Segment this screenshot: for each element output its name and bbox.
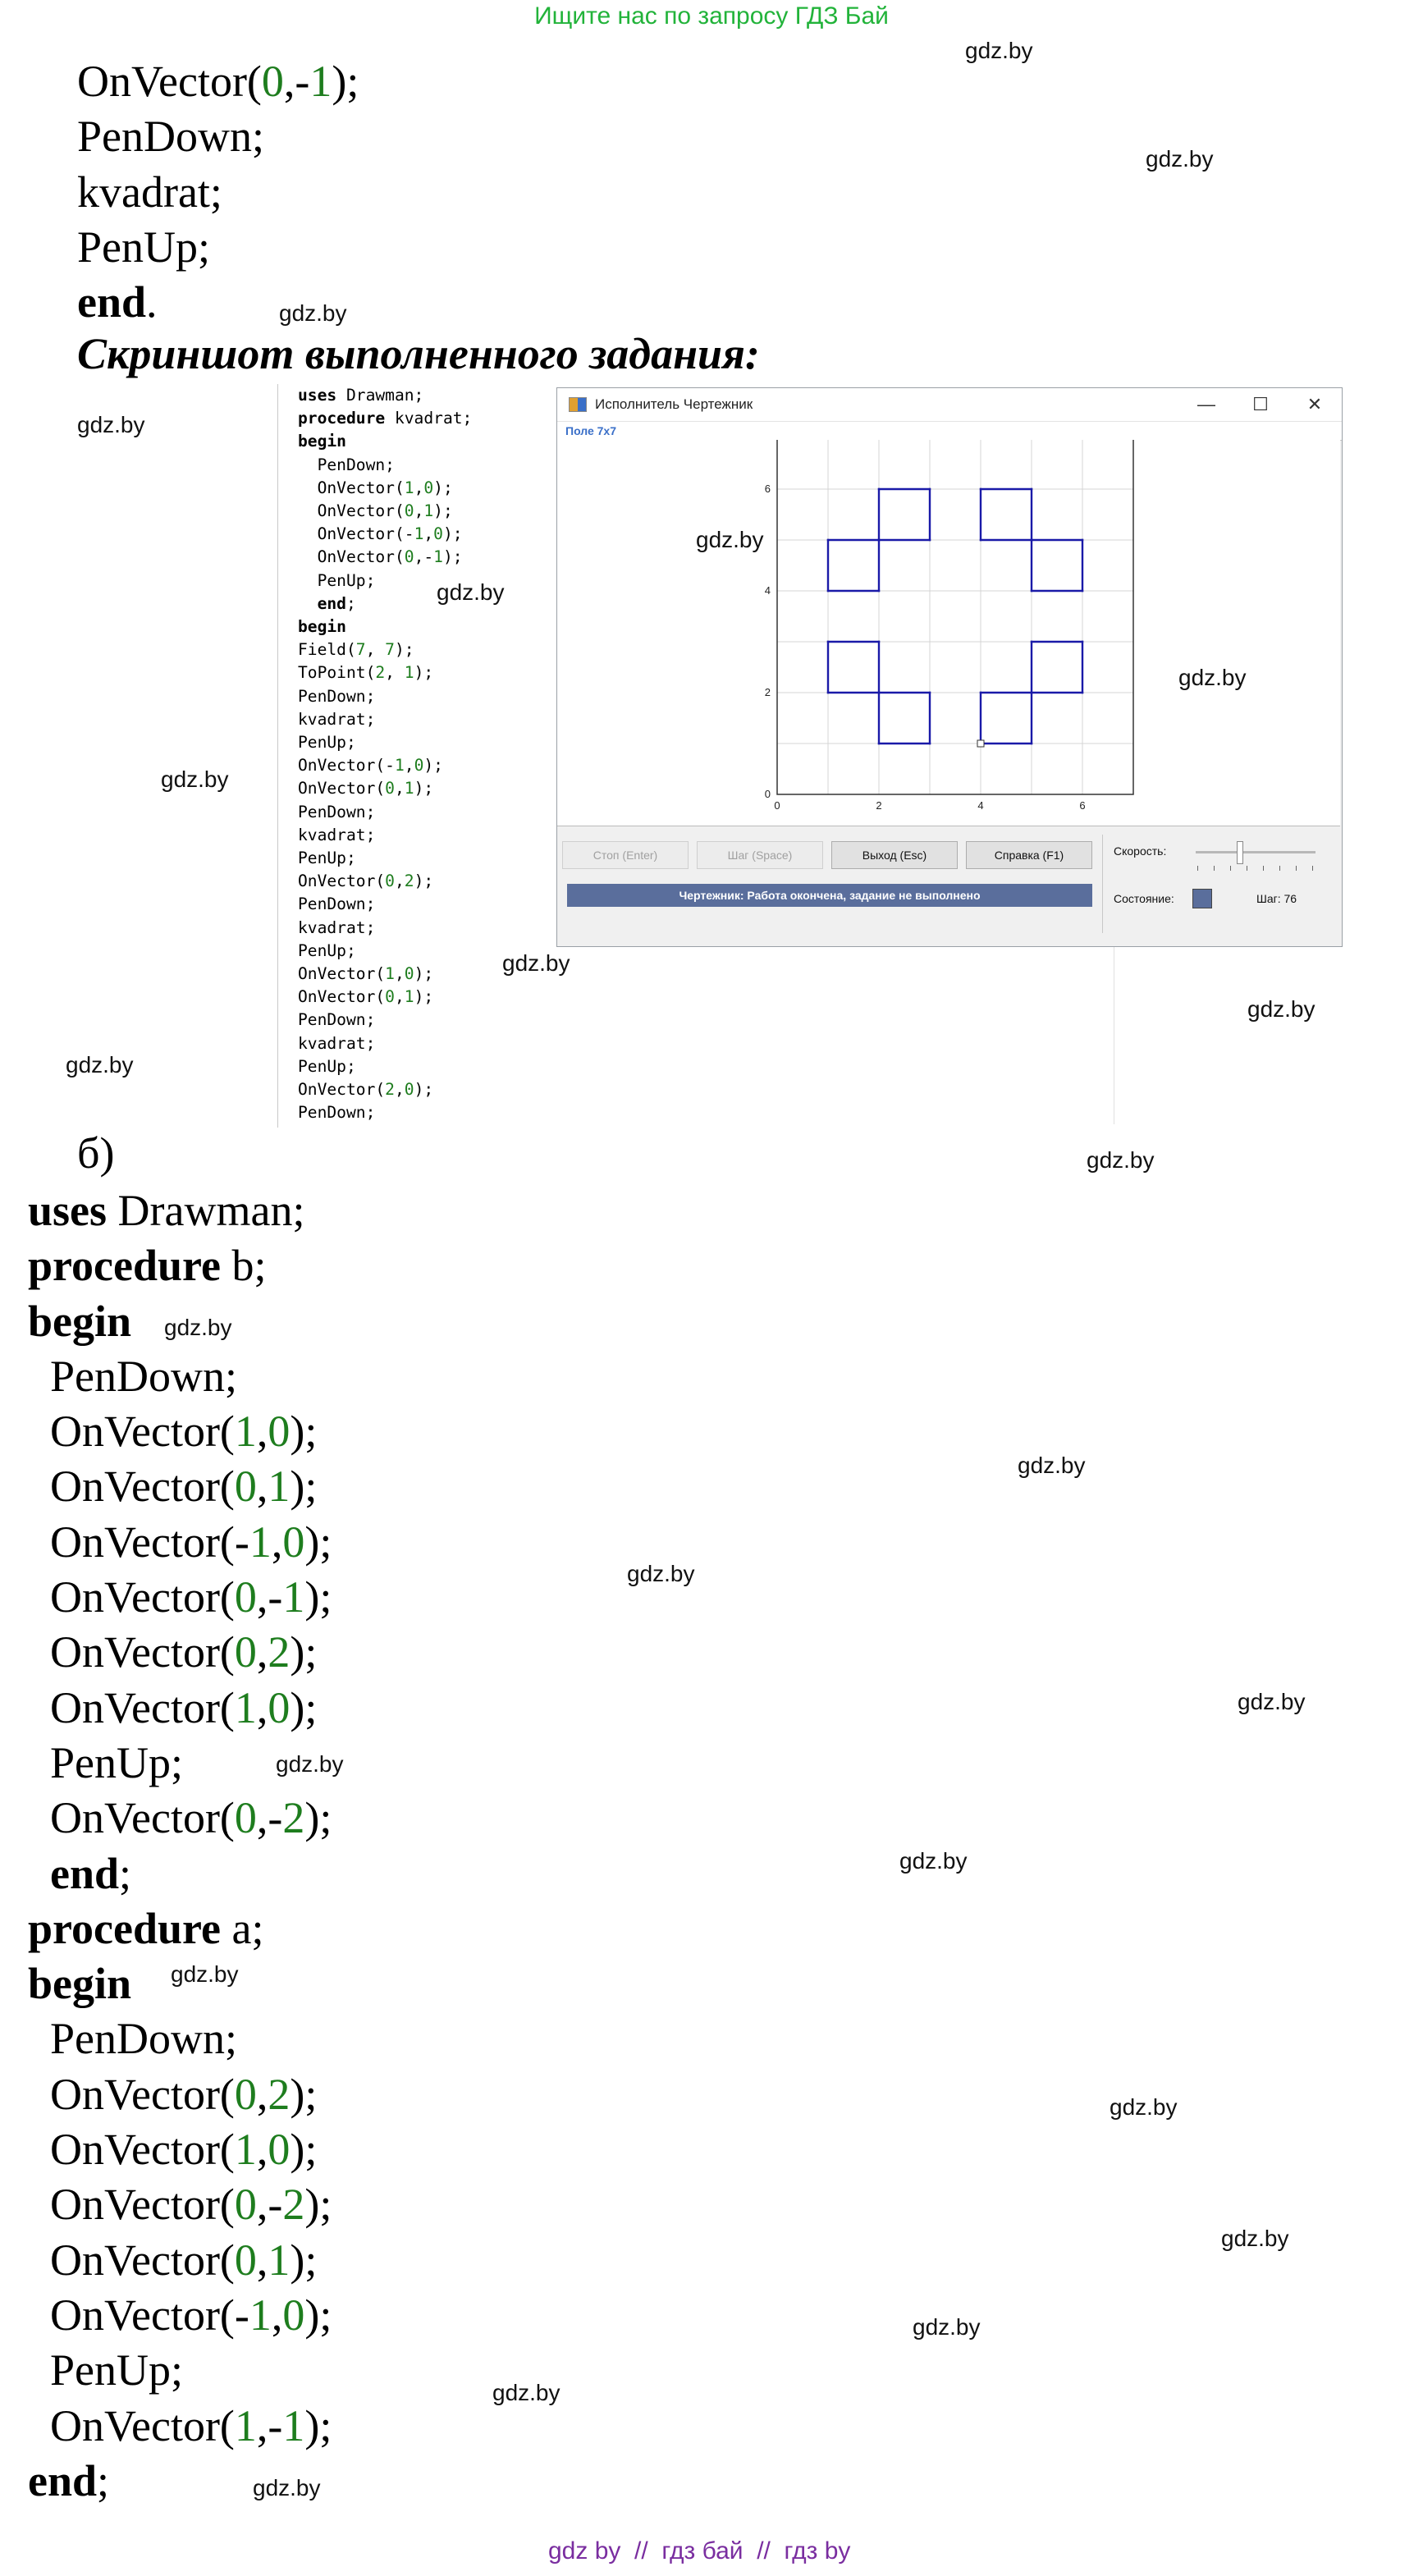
code-text: OnVector( — [298, 872, 386, 891]
number-literal: 0 — [404, 1080, 414, 1100]
slider-tick — [1312, 866, 1313, 871]
code-text: ); — [290, 2069, 318, 2119]
code-text: OnVector( — [298, 478, 405, 497]
number-literal: 0 — [234, 2180, 257, 2230]
watermark: gdz.by — [161, 766, 229, 792]
code-text: OnVector( — [28, 1627, 235, 1677]
code-text: ); — [304, 1517, 332, 1567]
code-line — [28, 2233, 332, 2288]
number-literal: 0 — [268, 2125, 291, 2175]
editor-line — [298, 777, 467, 800]
number-literal: 1 — [414, 524, 424, 544]
speed-slider-track[interactable] — [1196, 851, 1315, 853]
code-line — [28, 2011, 332, 2066]
code-text: , — [365, 640, 386, 660]
number-literal: 0 — [268, 1682, 291, 1732]
code-text: PenDown; — [298, 1010, 376, 1030]
app-icon — [569, 397, 587, 412]
watermark: gdz.by — [1110, 2094, 1178, 2120]
editor-line — [298, 500, 467, 523]
code-text: PenDown; — [28, 1351, 237, 1401]
number-literal: 2 — [385, 1080, 395, 1100]
maximize-icon[interactable]: ☐ — [1252, 394, 1269, 414]
code-text: ,- — [283, 57, 310, 106]
window-titlebar[interactable] — [557, 388, 1342, 422]
subheading-b: б) — [77, 1128, 115, 1178]
code-text: PenDown; — [298, 1103, 376, 1123]
code-text: kvadrat; — [77, 167, 222, 217]
code-text: ); — [433, 478, 453, 497]
editor-line — [298, 1055, 467, 1078]
editor-line — [298, 963, 467, 986]
code-line — [77, 109, 359, 164]
code-text: Drawman; — [336, 386, 424, 405]
number-literal: 2 — [282, 1793, 305, 1843]
editor-line — [298, 1101, 467, 1124]
number-literal: 1 — [268, 1462, 291, 1512]
grid-border — [777, 440, 1133, 794]
editor-line — [298, 847, 467, 870]
code-text: OnVector( — [298, 964, 386, 984]
code-text — [298, 594, 318, 613]
code-text: PenUp; — [298, 849, 356, 868]
number-literal: 0 — [404, 501, 414, 521]
step-counter: Шаг: 76 — [1256, 892, 1297, 905]
code-line — [28, 1681, 332, 1736]
code-text: ); — [332, 57, 359, 106]
watermark: gdz.by — [913, 2314, 981, 2340]
code-text: OnVector( — [28, 1462, 235, 1512]
code-text: b; — [220, 1241, 267, 1291]
number-literal: 1 — [249, 2290, 272, 2340]
editor-line — [298, 523, 467, 546]
number-literal: 2 — [268, 1627, 291, 1677]
number-literal: 2 — [404, 872, 414, 891]
code-text: PenUp; — [298, 733, 356, 753]
slider-tick — [1263, 866, 1264, 871]
code-text: PenDown; — [298, 686, 376, 706]
code-text: , — [414, 501, 424, 521]
code-text: PenUp; — [28, 2345, 183, 2395]
code-line — [28, 1404, 332, 1459]
code-text: PenUp; — [298, 1056, 356, 1076]
code-text: , — [414, 478, 424, 497]
code-text: ,- — [256, 1793, 283, 1843]
code-text: ; — [119, 1848, 132, 1898]
code-line — [28, 1846, 332, 1901]
code-text: ); — [304, 2400, 332, 2450]
watermark: gdz.by — [1146, 146, 1214, 172]
number-literal: 0 — [423, 478, 434, 497]
code-text: ); — [290, 1407, 318, 1457]
code-text: OnVector( — [28, 2400, 235, 2450]
stop-button[interactable]: Стоп (Enter) — [562, 841, 689, 869]
code-text: ); — [290, 1627, 318, 1677]
keyword: uses — [28, 1186, 108, 1235]
minimize-icon[interactable]: — — [1197, 394, 1215, 414]
code-line — [28, 2067, 332, 2122]
slider-tick — [1230, 866, 1231, 871]
code-line — [28, 1349, 332, 1404]
keyword: end — [50, 1848, 120, 1898]
watermark: gdz.by — [1221, 2226, 1289, 2251]
close-icon[interactable]: ✕ — [1306, 394, 1323, 414]
code-text: ); — [290, 2125, 318, 2175]
code-line — [28, 1901, 332, 1956]
code-text: kvadrat; — [298, 917, 376, 937]
code-text: , — [385, 663, 405, 683]
number-literal: 1 — [404, 779, 414, 798]
watermark: gdz.by — [276, 1751, 344, 1777]
watermark: gdz.by — [899, 1848, 968, 1874]
code-text: PenDown; — [298, 802, 376, 821]
code-text: kvadrat; — [298, 1033, 376, 1053]
number-literal: 0 — [385, 779, 395, 798]
code-text: OnVector( — [298, 1080, 386, 1100]
code-text: PenUp; — [77, 222, 210, 272]
number-literal: 1 — [234, 2125, 257, 2175]
number-literal: 0 — [282, 1517, 305, 1567]
x-tick-label: 2 — [876, 799, 882, 812]
code-text: , — [256, 2125, 268, 2175]
code-text: OnVector(- — [298, 524, 414, 544]
watermark: gdz.by — [627, 1561, 695, 1586]
exit-button[interactable]: Выход (Esc) — [831, 841, 958, 869]
number-literal: 1 — [234, 1407, 257, 1457]
code-text: kvadrat; — [385, 409, 473, 428]
code-text: OnVector( — [28, 1407, 235, 1457]
watermark: gdz.by — [502, 950, 570, 976]
editor-line — [298, 454, 467, 477]
code-text: OnVector( — [298, 547, 405, 567]
number-literal: 1 — [282, 2400, 305, 2450]
code-text: ); — [433, 501, 453, 521]
code-line — [28, 2122, 332, 2177]
number-literal: 1 — [423, 501, 434, 521]
number-literal: 7 — [355, 640, 366, 660]
code-block-b — [28, 1183, 332, 2509]
number-literal: 0 — [234, 1462, 257, 1512]
number-literal: 0 — [433, 524, 443, 544]
code-text: kvadrat; — [298, 825, 376, 844]
code-text: ); — [304, 1572, 332, 1622]
speed-label: Скорость: — [1114, 844, 1167, 858]
code-line — [28, 2343, 332, 2398]
number-literal: 0 — [234, 1627, 257, 1677]
code-text: PenUp; — [298, 570, 376, 590]
keyword: end — [317, 593, 346, 613]
y-tick-label: 0 — [764, 788, 771, 800]
number-literal: 1 — [249, 1517, 272, 1567]
number-literal: 1 — [309, 57, 332, 106]
promo-banner[interactable]: Ищите нас по запросу ГДЗ Бай — [534, 2, 889, 30]
state-indicator — [1192, 889, 1212, 908]
code-text — [28, 1849, 50, 1898]
code-line — [28, 2177, 332, 2232]
help-button[interactable]: Справка (F1) — [966, 841, 1092, 869]
number-literal: 0 — [234, 2069, 257, 2119]
code-text: OnVector(- — [28, 2290, 249, 2340]
number-literal: 0 — [261, 57, 284, 106]
keyword: begin — [28, 1959, 132, 2009]
keyword: begin — [298, 432, 346, 451]
code-text: . — [146, 277, 158, 327]
code-text: , — [394, 987, 405, 1007]
number-literal: 0 — [234, 1793, 257, 1843]
number-literal: 0 — [385, 872, 395, 891]
code-text: OnVector( — [28, 2235, 235, 2285]
code-text: , — [256, 1627, 268, 1677]
code-text: ); — [304, 2290, 332, 2340]
number-literal: 0 — [385, 987, 395, 1007]
code-text: ,- — [256, 2400, 283, 2450]
window-title: Исполнитель Чертежник — [595, 396, 753, 412]
code-line — [28, 1238, 332, 1293]
slider-tick — [1214, 866, 1215, 871]
editor-line — [298, 407, 473, 430]
code-text: ; — [97, 2455, 110, 2505]
watermark: gdz.by — [437, 579, 505, 605]
code-line — [28, 1791, 332, 1846]
y-tick-label: 2 — [764, 686, 771, 698]
editor-line — [298, 824, 467, 847]
code-text: ); — [442, 524, 463, 544]
drawing-canvas — [557, 440, 1340, 826]
watermark: gdz.by — [492, 2380, 561, 2405]
code-text: PenUp; — [298, 940, 356, 960]
number-literal: 1 — [433, 547, 443, 567]
watermark: gdz.by — [1178, 665, 1247, 690]
watermark: gdz.by — [696, 527, 764, 552]
x-tick-label: 0 — [774, 799, 780, 812]
control-panel — [557, 826, 1340, 946]
code-text: , — [394, 964, 405, 984]
screenshot-heading: Скриншот выполненного задания: — [77, 329, 760, 378]
editor-line — [298, 801, 467, 824]
editor-line — [298, 430, 467, 453]
state-label: Состояние: — [1114, 892, 1174, 905]
editor-line — [298, 477, 467, 500]
y-tick-label: 4 — [764, 584, 771, 597]
number-literal: 2 — [282, 2180, 305, 2230]
code-text: OnVector(- — [28, 1517, 249, 1567]
code-text: OnVector( — [298, 501, 405, 521]
code-text: kvadrat; — [298, 709, 376, 729]
x-tick-label: 4 — [977, 799, 984, 812]
code-text: PenDown; — [28, 2014, 237, 2064]
editor-line — [298, 685, 467, 708]
code-text: ); — [290, 1462, 318, 1512]
code-text: OnVector( — [28, 1793, 235, 1843]
editor-line — [298, 1009, 467, 1032]
watermark: gdz.by — [965, 38, 1033, 63]
number-literal: 0 — [234, 1572, 257, 1622]
keyword: end — [77, 277, 147, 327]
number-literal: 0 — [234, 2235, 257, 2285]
number-literal: 0 — [404, 547, 414, 567]
number-literal: 1 — [234, 2400, 257, 2450]
step-button[interactable]: Шаг (Space) — [697, 841, 823, 869]
number-literal: 1 — [404, 478, 414, 497]
code-text: OnVector(- — [298, 756, 395, 776]
code-text: ); — [290, 2235, 318, 2285]
editor-line — [298, 384, 467, 407]
code-line — [28, 1625, 332, 1680]
code-text: a; — [220, 1903, 264, 1953]
code-text: , — [404, 756, 414, 776]
code-text: ); — [414, 964, 434, 984]
code-text: ); — [304, 2180, 332, 2230]
watermark: gdz.by — [1238, 1689, 1306, 1714]
keyword: procedure — [28, 1903, 221, 1953]
number-literal: 1 — [404, 987, 414, 1007]
code-text: PenUp; — [28, 1737, 183, 1787]
editor-line — [298, 546, 467, 569]
keyword: begin — [298, 617, 346, 637]
code-text: OnVector( — [28, 1572, 235, 1622]
code-text: ToPoint( — [298, 663, 376, 683]
code-text: OnVector( — [28, 2069, 235, 2119]
code-text: Field( — [298, 640, 356, 660]
code-text: OnVector( — [298, 779, 386, 798]
code-text: , — [256, 1462, 268, 1512]
editor-line — [298, 708, 467, 731]
slider-tick — [1197, 866, 1198, 871]
code-text: , — [394, 779, 405, 798]
number-literal: 0 — [414, 756, 424, 776]
code-text: OnVector( — [77, 57, 262, 106]
editor-line — [298, 940, 467, 963]
y-tick-label: 6 — [764, 483, 771, 495]
code-line — [28, 1183, 332, 1238]
code-text: PenDown; — [77, 112, 264, 162]
code-text: Drawman; — [107, 1186, 305, 1235]
keyword: uses — [298, 386, 337, 405]
editor-line — [298, 1078, 467, 1101]
editor-line — [298, 731, 467, 754]
keyword: procedure — [28, 1241, 221, 1291]
code-text: , — [423, 524, 434, 544]
watermark: gdz.by — [1087, 1147, 1155, 1173]
watermark: gdz.by — [279, 300, 347, 326]
panel-separator — [1102, 835, 1103, 933]
code-line — [28, 1570, 332, 1625]
editor-line — [298, 615, 467, 638]
number-literal: 1 — [282, 1572, 305, 1622]
code-text: , — [256, 1682, 268, 1732]
editor-line — [298, 638, 467, 661]
code-text: ,- — [256, 2180, 283, 2230]
number-literal: 1 — [385, 964, 395, 984]
code-text: PenDown; — [298, 455, 395, 474]
code-line — [28, 1515, 332, 1570]
code-line — [77, 220, 359, 275]
code-line — [28, 1459, 332, 1514]
code-text: ); — [414, 779, 434, 798]
menu-field-size[interactable]: Поле 7x7 — [557, 422, 1342, 441]
watermark: gdz.by — [66, 1052, 134, 1078]
code-line — [77, 165, 359, 220]
code-text: ); — [414, 987, 434, 1007]
code-text: , — [256, 1407, 268, 1457]
keyword: procedure — [298, 409, 386, 428]
speed-slider-thumb[interactable] — [1237, 841, 1243, 864]
code-text: OnVector( — [28, 1682, 235, 1732]
editor-line — [298, 870, 467, 893]
keyword: end — [28, 2455, 98, 2505]
editor-line — [298, 986, 467, 1009]
code-text: PenDown; — [298, 895, 376, 914]
watermark: gdz.by — [1247, 996, 1315, 1022]
x-tick-label: 6 — [1079, 799, 1086, 812]
watermark: gdz.by — [253, 2475, 321, 2501]
code-text: ); — [394, 640, 414, 660]
code-line — [77, 54, 359, 109]
number-literal: 0 — [404, 964, 414, 984]
code-block-a-tail — [77, 54, 359, 330]
number-literal: 1 — [394, 756, 405, 776]
code-text: OnVector( — [28, 2125, 235, 2175]
keyword: begin — [28, 1296, 132, 1346]
number-literal: 1 — [268, 2235, 291, 2285]
status-bar: Чертежник: Работа окончена, задание не выполнено — [567, 884, 1092, 907]
code-text: ); — [423, 756, 443, 776]
code-text: ,- — [414, 547, 434, 567]
code-text: OnVector( — [298, 987, 386, 1007]
editor-line — [298, 917, 467, 940]
code-text: ); — [442, 547, 463, 567]
code-line — [28, 2399, 332, 2454]
code-text: , — [256, 2069, 268, 2119]
number-literal: 2 — [375, 663, 386, 683]
code-text: ); — [414, 1080, 434, 1100]
code-text: ); — [414, 663, 434, 683]
code-text: ); — [290, 1682, 318, 1732]
code-text: , — [271, 1517, 283, 1567]
code-text: , — [394, 872, 405, 891]
watermark: gdz.by — [1018, 1453, 1086, 1478]
editor-line — [298, 1032, 467, 1055]
number-literal: 1 — [404, 663, 414, 683]
watermark: gdz.by — [164, 1315, 232, 1340]
number-literal: 7 — [385, 640, 395, 660]
editor-line — [298, 893, 467, 916]
code-text: ; — [345, 593, 356, 613]
slider-tick — [1279, 866, 1280, 871]
number-literal: 0 — [268, 1407, 291, 1457]
code-text: ,- — [256, 1572, 283, 1622]
number-literal: 2 — [268, 2069, 291, 2119]
pen-marker — [977, 740, 984, 747]
code-line — [28, 2288, 332, 2343]
slider-tick — [1296, 866, 1297, 871]
editor-line — [298, 661, 467, 684]
code-text: , — [256, 2235, 268, 2285]
drawing-plot — [557, 440, 1340, 826]
editor-line — [298, 754, 467, 777]
code-text: , — [271, 2290, 283, 2340]
footer-links[interactable]: gdz by // гдз бай // гдз by — [548, 2537, 851, 2565]
watermark: gdz.by — [77, 412, 145, 437]
number-literal: 1 — [234, 1682, 257, 1732]
code-text: ); — [304, 1793, 332, 1843]
number-literal: 0 — [282, 2290, 305, 2340]
code-text: OnVector( — [28, 2180, 235, 2230]
code-text: , — [394, 1080, 405, 1100]
code-text: ); — [414, 872, 434, 891]
watermark: gdz.by — [171, 1961, 239, 1987]
